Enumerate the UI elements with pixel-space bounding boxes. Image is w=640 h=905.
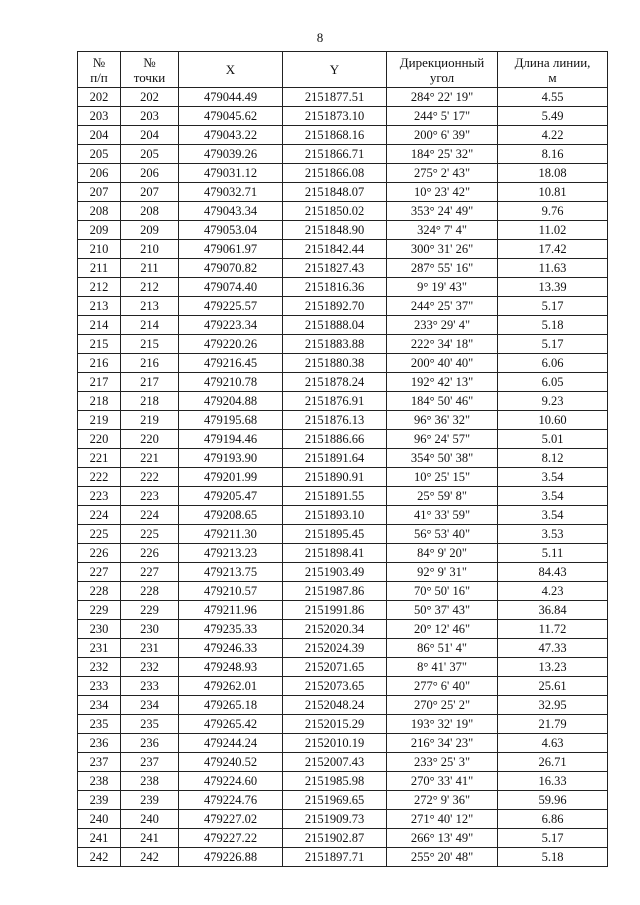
- cell-y: 2152071.65: [283, 658, 387, 677]
- cell-point-number: 208: [121, 202, 179, 221]
- cell-line-length: 5.18: [498, 316, 608, 335]
- cell-point-number: 213: [121, 297, 179, 316]
- cell-y: 2151987.86: [283, 582, 387, 601]
- cell-line-length: 11.72: [498, 620, 608, 639]
- cell-point-number: 239: [121, 791, 179, 810]
- cell-x: 479208.65: [179, 506, 283, 525]
- cell-y: 2151880.38: [283, 354, 387, 373]
- cell-x: 479045.62: [179, 107, 283, 126]
- cell-row-number: 221: [78, 449, 121, 468]
- cell-line-length: 8.16: [498, 145, 608, 164]
- table-row: [78, 525, 608, 544]
- cell-row-number: 206: [78, 164, 121, 183]
- cell-y: 2151888.04: [283, 316, 387, 335]
- cell-x: 479193.90: [179, 449, 283, 468]
- table-row: [78, 316, 608, 335]
- cell-direction-angle: 244° 25' 37": [387, 297, 498, 316]
- cell-row-number: 220: [78, 430, 121, 449]
- cell-y: 2151848.90: [283, 221, 387, 240]
- table-row: [78, 259, 608, 278]
- table-row: [78, 563, 608, 582]
- cell-y: 2151991.86: [283, 601, 387, 620]
- cell-row-number: 235: [78, 715, 121, 734]
- cell-point-number: 217: [121, 373, 179, 392]
- cell-x: 479224.60: [179, 772, 283, 791]
- cell-line-length: 5.17: [498, 829, 608, 848]
- cell-row-number: 231: [78, 639, 121, 658]
- cell-x: 479043.34: [179, 202, 283, 221]
- cell-point-number: 242: [121, 848, 179, 867]
- cell-y: 2151893.10: [283, 506, 387, 525]
- cell-direction-angle: 84° 9' 20": [387, 544, 498, 563]
- cell-point-number: 234: [121, 696, 179, 715]
- cell-row-number: 210: [78, 240, 121, 259]
- cell-line-length: 5.49: [498, 107, 608, 126]
- cell-row-number: 241: [78, 829, 121, 848]
- cell-y: 2151878.24: [283, 373, 387, 392]
- table-row: [78, 449, 608, 468]
- cell-direction-angle: 192° 42' 13": [387, 373, 498, 392]
- table-row: [78, 696, 608, 715]
- cell-direction-angle: 86° 51' 4": [387, 639, 498, 658]
- cell-line-length: 18.08: [498, 164, 608, 183]
- cell-x: 479244.24: [179, 734, 283, 753]
- table-row: [78, 677, 608, 696]
- cell-point-number: 221: [121, 449, 179, 468]
- cell-x: 479195.68: [179, 411, 283, 430]
- cell-row-number: 218: [78, 392, 121, 411]
- cell-x: 479248.93: [179, 658, 283, 677]
- cell-y: 2152020.34: [283, 620, 387, 639]
- header-x: X: [179, 52, 283, 88]
- cell-x: 479227.02: [179, 810, 283, 829]
- cell-point-number: 229: [121, 601, 179, 620]
- cell-x: 479210.78: [179, 373, 283, 392]
- cell-row-number: 236: [78, 734, 121, 753]
- cell-row-number: 217: [78, 373, 121, 392]
- cell-direction-angle: 216° 34' 23": [387, 734, 498, 753]
- cell-point-number: 233: [121, 677, 179, 696]
- cell-line-length: 4.22: [498, 126, 608, 145]
- cell-direction-angle: 271° 40' 12": [387, 810, 498, 829]
- cell-x: 479043.22: [179, 126, 283, 145]
- cell-line-length: 10.60: [498, 411, 608, 430]
- cell-point-number: 241: [121, 829, 179, 848]
- cell-line-length: 13.39: [498, 278, 608, 297]
- cell-y: 2152024.39: [283, 639, 387, 658]
- cell-line-length: 4.63: [498, 734, 608, 753]
- table-row: [78, 544, 608, 563]
- cell-row-number: 226: [78, 544, 121, 563]
- cell-direction-angle: 41° 33' 59": [387, 506, 498, 525]
- cell-direction-angle: 50° 37' 43": [387, 601, 498, 620]
- cell-line-length: 59.96: [498, 791, 608, 810]
- cell-y: 2151876.91: [283, 392, 387, 411]
- cell-row-number: 225: [78, 525, 121, 544]
- table-row: [78, 601, 608, 620]
- cell-y: 2152048.24: [283, 696, 387, 715]
- cell-line-length: 16.33: [498, 772, 608, 791]
- cell-x: 479044.49: [179, 88, 283, 107]
- cell-direction-angle: 222° 34' 18": [387, 335, 498, 354]
- header-point-number: № точки: [121, 52, 179, 88]
- table-row: [78, 639, 608, 658]
- table-row: [78, 183, 608, 202]
- cell-x: 479061.97: [179, 240, 283, 259]
- cell-y: 2152073.65: [283, 677, 387, 696]
- table-row: [78, 468, 608, 487]
- cell-point-number: 211: [121, 259, 179, 278]
- cell-row-number: 232: [78, 658, 121, 677]
- table-row: [78, 392, 608, 411]
- cell-x: 479262.01: [179, 677, 283, 696]
- cell-row-number: 227: [78, 563, 121, 582]
- table-row: [78, 753, 608, 772]
- cell-line-length: 32.95: [498, 696, 608, 715]
- cell-line-length: 6.05: [498, 373, 608, 392]
- cell-direction-angle: 300° 31' 26": [387, 240, 498, 259]
- cell-direction-angle: 9° 19' 43": [387, 278, 498, 297]
- cell-x: 479265.42: [179, 715, 283, 734]
- cell-y: 2151890.91: [283, 468, 387, 487]
- cell-direction-angle: 8° 41' 37": [387, 658, 498, 677]
- cell-y: 2152007.43: [283, 753, 387, 772]
- cell-row-number: 222: [78, 468, 121, 487]
- cell-y: 2151816.36: [283, 278, 387, 297]
- cell-line-length: 3.54: [498, 468, 608, 487]
- cell-row-number: 230: [78, 620, 121, 639]
- cell-point-number: 232: [121, 658, 179, 677]
- cell-line-length: 11.63: [498, 259, 608, 278]
- cell-direction-angle: 184° 25' 32": [387, 145, 498, 164]
- header-direction-angle: Дирекционный угол: [387, 52, 498, 88]
- cell-point-number: 202: [121, 88, 179, 107]
- table-row: [78, 506, 608, 525]
- cell-row-number: 208: [78, 202, 121, 221]
- cell-point-number: 203: [121, 107, 179, 126]
- table-row: [78, 202, 608, 221]
- cell-row-number: 216: [78, 354, 121, 373]
- cell-x: 479224.76: [179, 791, 283, 810]
- coordinates-table: [77, 51, 608, 867]
- table-row: [78, 373, 608, 392]
- table-row: [78, 145, 608, 164]
- table-row: [78, 829, 608, 848]
- cell-row-number: 223: [78, 487, 121, 506]
- table-row: [78, 848, 608, 867]
- table-row: [78, 88, 608, 107]
- cell-y: 2151866.71: [283, 145, 387, 164]
- cell-direction-angle: 266° 13' 49": [387, 829, 498, 848]
- table-row: [78, 164, 608, 183]
- cell-line-length: 21.79: [498, 715, 608, 734]
- table-row: [78, 582, 608, 601]
- cell-direction-angle: 10° 23' 42": [387, 183, 498, 202]
- cell-y: 2151850.02: [283, 202, 387, 221]
- cell-point-number: 206: [121, 164, 179, 183]
- cell-direction-angle: 193° 32' 19": [387, 715, 498, 734]
- cell-x: 479074.40: [179, 278, 283, 297]
- table-row: [78, 126, 608, 145]
- table-row: [78, 734, 608, 753]
- cell-x: 479225.57: [179, 297, 283, 316]
- cell-direction-angle: 96° 24' 57": [387, 430, 498, 449]
- cell-direction-angle: 10° 25' 15": [387, 468, 498, 487]
- cell-x: 479194.46: [179, 430, 283, 449]
- cell-line-length: 13.23: [498, 658, 608, 677]
- cell-y: 2151903.49: [283, 563, 387, 582]
- cell-point-number: 209: [121, 221, 179, 240]
- cell-line-length: 3.54: [498, 487, 608, 506]
- cell-y: 2151891.55: [283, 487, 387, 506]
- table-row: [78, 221, 608, 240]
- cell-x: 479204.88: [179, 392, 283, 411]
- cell-point-number: 215: [121, 335, 179, 354]
- cell-y: 2151886.66: [283, 430, 387, 449]
- table-header: [78, 52, 608, 88]
- cell-x: 479246.33: [179, 639, 283, 658]
- cell-x: 479211.30: [179, 525, 283, 544]
- cell-y: 2151892.70: [283, 297, 387, 316]
- cell-row-number: 233: [78, 677, 121, 696]
- cell-point-number: 240: [121, 810, 179, 829]
- cell-point-number: 235: [121, 715, 179, 734]
- cell-row-number: 215: [78, 335, 121, 354]
- cell-point-number: 224: [121, 506, 179, 525]
- cell-x: 479039.26: [179, 145, 283, 164]
- cell-line-length: 5.18: [498, 848, 608, 867]
- cell-row-number: 234: [78, 696, 121, 715]
- cell-line-length: 5.17: [498, 297, 608, 316]
- cell-x: 479053.04: [179, 221, 283, 240]
- cell-direction-angle: 184° 50' 46": [387, 392, 498, 411]
- cell-y: 2151873.10: [283, 107, 387, 126]
- cell-x: 479213.75: [179, 563, 283, 582]
- cell-row-number: 240: [78, 810, 121, 829]
- cell-x: 479240.52: [179, 753, 283, 772]
- cell-direction-angle: 270° 33' 41": [387, 772, 498, 791]
- cell-y: 2151883.88: [283, 335, 387, 354]
- cell-direction-angle: 70° 50' 16": [387, 582, 498, 601]
- cell-row-number: 202: [78, 88, 121, 107]
- cell-point-number: 204: [121, 126, 179, 145]
- cell-y: 2151848.07: [283, 183, 387, 202]
- cell-x: 479227.22: [179, 829, 283, 848]
- cell-x: 479201.99: [179, 468, 283, 487]
- cell-row-number: 238: [78, 772, 121, 791]
- cell-y: 2151868.16: [283, 126, 387, 145]
- cell-x: 479211.96: [179, 601, 283, 620]
- cell-line-length: 3.53: [498, 525, 608, 544]
- cell-direction-angle: 56° 53' 40": [387, 525, 498, 544]
- cell-direction-angle: 233° 25' 3": [387, 753, 498, 772]
- cell-point-number: 230: [121, 620, 179, 639]
- cell-y: 2152010.19: [283, 734, 387, 753]
- cell-line-length: 9.23: [498, 392, 608, 411]
- cell-y: 2151891.64: [283, 449, 387, 468]
- cell-point-number: 228: [121, 582, 179, 601]
- cell-direction-angle: 200° 40' 40": [387, 354, 498, 373]
- cell-x: 479032.71: [179, 183, 283, 202]
- cell-direction-angle: 255° 20' 48": [387, 848, 498, 867]
- cell-point-number: 207: [121, 183, 179, 202]
- cell-x: 479226.88: [179, 848, 283, 867]
- cell-line-length: 6.86: [498, 810, 608, 829]
- cell-line-length: 26.71: [498, 753, 608, 772]
- cell-line-length: 9.76: [498, 202, 608, 221]
- cell-row-number: 203: [78, 107, 121, 126]
- cell-y: 2151898.41: [283, 544, 387, 563]
- table-row: [78, 791, 608, 810]
- header-row-number: № п/п: [78, 52, 121, 88]
- cell-row-number: 239: [78, 791, 121, 810]
- cell-row-number: 212: [78, 278, 121, 297]
- cell-point-number: 205: [121, 145, 179, 164]
- table-row: [78, 411, 608, 430]
- cell-direction-angle: 92° 9' 31": [387, 563, 498, 582]
- cell-y: 2151897.71: [283, 848, 387, 867]
- cell-point-number: 231: [121, 639, 179, 658]
- cell-x: 479235.33: [179, 620, 283, 639]
- cell-y: 2151969.65: [283, 791, 387, 810]
- table-row: [78, 430, 608, 449]
- cell-line-length: 84.43: [498, 563, 608, 582]
- cell-direction-angle: 20° 12' 46": [387, 620, 498, 639]
- cell-direction-angle: 354° 50' 38": [387, 449, 498, 468]
- cell-line-length: 3.54: [498, 506, 608, 525]
- cell-line-length: 6.06: [498, 354, 608, 373]
- cell-row-number: 204: [78, 126, 121, 145]
- cell-direction-angle: 287° 55' 16": [387, 259, 498, 278]
- cell-direction-angle: 244° 5' 17": [387, 107, 498, 126]
- cell-point-number: 227: [121, 563, 179, 582]
- cell-direction-angle: 284° 22' 19": [387, 88, 498, 107]
- cell-point-number: 212: [121, 278, 179, 297]
- cell-x: 479220.26: [179, 335, 283, 354]
- cell-point-number: 226: [121, 544, 179, 563]
- cell-y: 2152015.29: [283, 715, 387, 734]
- cell-row-number: 209: [78, 221, 121, 240]
- cell-direction-angle: 324° 7' 4": [387, 221, 498, 240]
- cell-y: 2151877.51: [283, 88, 387, 107]
- cell-line-length: 47.33: [498, 639, 608, 658]
- cell-y: 2151985.98: [283, 772, 387, 791]
- cell-point-number: 222: [121, 468, 179, 487]
- cell-direction-angle: 96° 36' 32": [387, 411, 498, 430]
- cell-row-number: 224: [78, 506, 121, 525]
- cell-y: 2151895.45: [283, 525, 387, 544]
- cell-point-number: 223: [121, 487, 179, 506]
- table-row: [78, 354, 608, 373]
- cell-row-number: 213: [78, 297, 121, 316]
- cell-y: 2151827.43: [283, 259, 387, 278]
- cell-x: 479216.45: [179, 354, 283, 373]
- header-y: Y: [283, 52, 387, 88]
- cell-point-number: 220: [121, 430, 179, 449]
- cell-row-number: 229: [78, 601, 121, 620]
- cell-point-number: 216: [121, 354, 179, 373]
- cell-row-number: 219: [78, 411, 121, 430]
- cell-point-number: 214: [121, 316, 179, 335]
- cell-line-length: 5.11: [498, 544, 608, 563]
- cell-point-number: 236: [121, 734, 179, 753]
- cell-point-number: 219: [121, 411, 179, 430]
- header-row: [78, 52, 608, 88]
- cell-row-number: 237: [78, 753, 121, 772]
- cell-line-length: 17.42: [498, 240, 608, 259]
- cell-y: 2151876.13: [283, 411, 387, 430]
- cell-x: 479223.34: [179, 316, 283, 335]
- cell-line-length: 5.17: [498, 335, 608, 354]
- cell-row-number: 205: [78, 145, 121, 164]
- cell-x: 479265.18: [179, 696, 283, 715]
- cell-direction-angle: 200° 6' 39": [387, 126, 498, 145]
- table-row: [78, 810, 608, 829]
- cell-line-length: 4.23: [498, 582, 608, 601]
- cell-y: 2151902.87: [283, 829, 387, 848]
- cell-line-length: 36.84: [498, 601, 608, 620]
- cell-line-length: 10.81: [498, 183, 608, 202]
- cell-line-length: 11.02: [498, 221, 608, 240]
- table-row: [78, 658, 608, 677]
- cell-point-number: 225: [121, 525, 179, 544]
- cell-point-number: 237: [121, 753, 179, 772]
- cell-point-number: 238: [121, 772, 179, 791]
- table-row: [78, 487, 608, 506]
- cell-y: 2151842.44: [283, 240, 387, 259]
- cell-x: 479210.57: [179, 582, 283, 601]
- cell-x: 479205.47: [179, 487, 283, 506]
- page-number: 8: [316, 30, 324, 45]
- cell-x: 479031.12: [179, 164, 283, 183]
- cell-row-number: 242: [78, 848, 121, 867]
- table-row: [78, 715, 608, 734]
- table-row: [78, 335, 608, 354]
- header-line-length: Длина линии, м: [498, 52, 608, 88]
- table-row: [78, 107, 608, 126]
- cell-line-length: 4.55: [498, 88, 608, 107]
- cell-x: 479070.82: [179, 259, 283, 278]
- table-body: [78, 88, 608, 867]
- cell-row-number: 207: [78, 183, 121, 202]
- cell-direction-angle: 353° 24' 49": [387, 202, 498, 221]
- cell-direction-angle: 272° 9' 36": [387, 791, 498, 810]
- cell-direction-angle: 275° 2' 43": [387, 164, 498, 183]
- cell-point-number: 210: [121, 240, 179, 259]
- cell-row-number: 228: [78, 582, 121, 601]
- cell-line-length: 5.01: [498, 430, 608, 449]
- table-row: [78, 240, 608, 259]
- table-row: [78, 297, 608, 316]
- cell-direction-angle: 277° 6' 40": [387, 677, 498, 696]
- table-row: [78, 772, 608, 791]
- cell-row-number: 211: [78, 259, 121, 278]
- cell-direction-angle: 270° 25' 2": [387, 696, 498, 715]
- cell-row-number: 214: [78, 316, 121, 335]
- cell-line-length: 8.12: [498, 449, 608, 468]
- cell-x: 479213.23: [179, 544, 283, 563]
- cell-point-number: 218: [121, 392, 179, 411]
- cell-line-length: 25.61: [498, 677, 608, 696]
- cell-direction-angle: 233° 29' 4": [387, 316, 498, 335]
- cell-direction-angle: 25° 59' 8": [387, 487, 498, 506]
- cell-y: 2151866.08: [283, 164, 387, 183]
- cell-y: 2151909.73: [283, 810, 387, 829]
- table-row: [78, 620, 608, 639]
- table-row: [78, 278, 608, 297]
